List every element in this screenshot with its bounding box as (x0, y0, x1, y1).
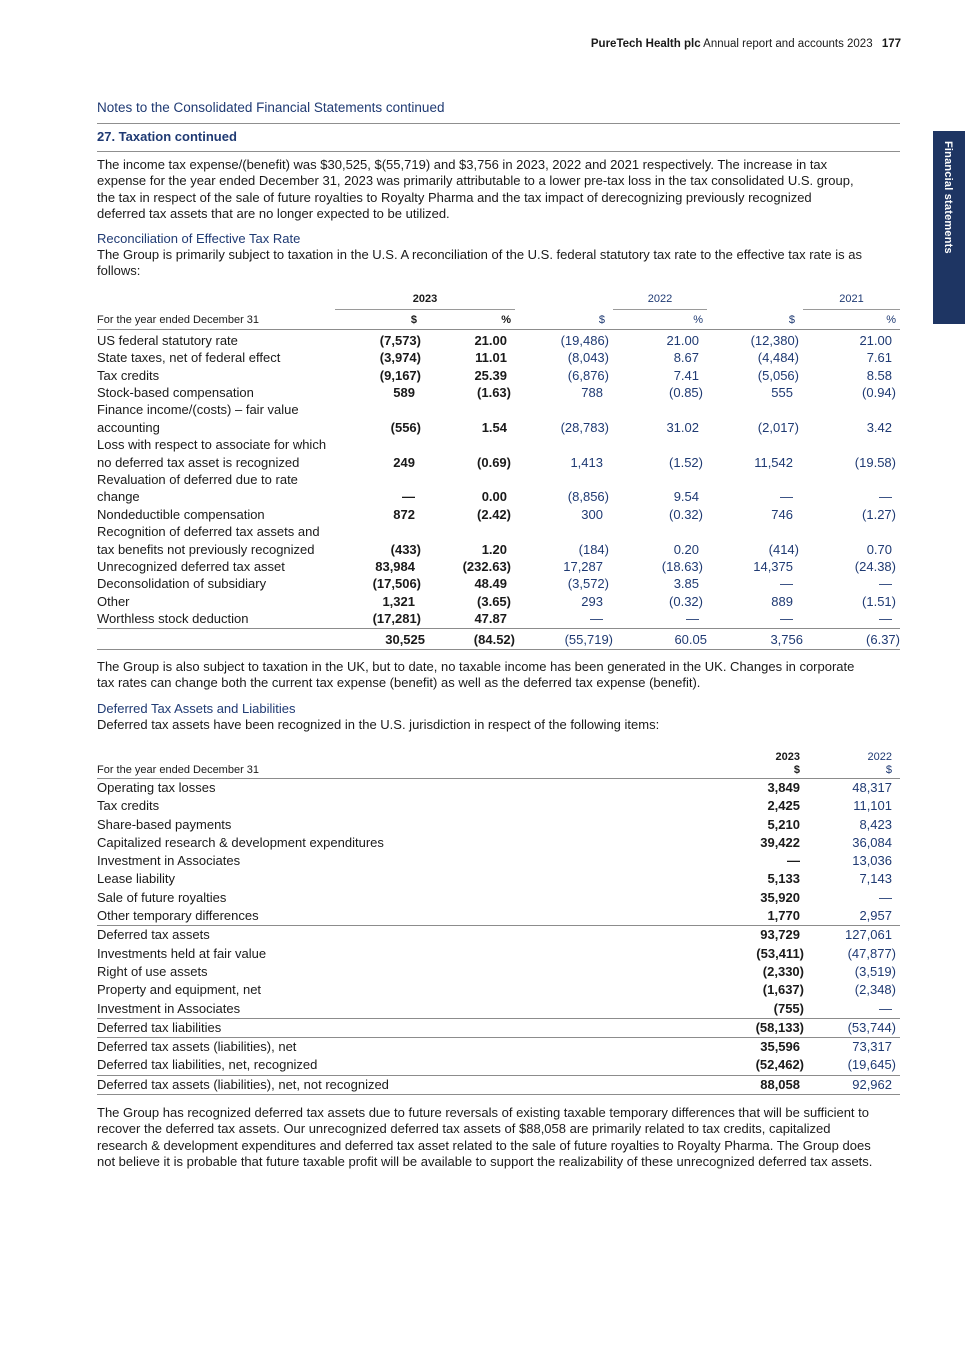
row-label: State taxes, net of federal effect (97, 350, 281, 366)
subtotal-row (97, 926, 900, 945)
table-row (97, 575, 900, 592)
deferred-heading: Deferred Tax Assets and Liabilities (97, 700, 296, 716)
table-row (97, 797, 900, 815)
cell-value: 7.41 (673, 367, 699, 383)
cell-value: — (780, 576, 793, 592)
company-name: PureTech Health plc (590, 38, 701, 50)
page-number: 177 (881, 38, 901, 50)
cell-value: (28,783) (560, 419, 609, 435)
row-label: Lease liability (97, 871, 176, 887)
row-label: US federal statutory rate (97, 332, 238, 348)
cell-value: (3,572) (567, 576, 609, 592)
cell-value: (1.63) (477, 385, 511, 400)
row-label: Deferred tax assets (97, 926, 712, 945)
cell-value: (0.69) (477, 454, 511, 470)
cell-value: 21.00 (474, 332, 507, 348)
row-label: Deconsolidation of subsidiary (97, 576, 267, 592)
row-label: Share-based payments (97, 816, 232, 832)
row-label: Unrecognized deferred tax asset (97, 559, 285, 575)
value-2022: 11,101 (853, 798, 892, 814)
cell-value: (18.63) (661, 559, 703, 575)
year-label: 2023 (775, 750, 800, 763)
deferred-tax-table (97, 751, 900, 1095)
cell-value: (3,974) (379, 350, 421, 366)
row-label: Stock-based compensation (97, 385, 254, 400)
side-tab-label: Financial statements (942, 141, 954, 254)
value-2022: (53,744) (808, 1018, 900, 1037)
table-row (97, 329, 900, 349)
value-2022: 7,143 (859, 871, 892, 887)
table-row (97, 593, 900, 610)
table-row (97, 981, 900, 999)
row-label: Tax credits (97, 367, 160, 383)
net-row (97, 1038, 900, 1057)
cell-value: — (402, 489, 415, 505)
value-2022: — (879, 1000, 892, 1016)
row-label: Deferred tax assets (liabilities), net (97, 1038, 712, 1057)
cell-value: (5,056) (757, 367, 799, 383)
table-row (97, 1000, 900, 1019)
cell-value: 14,375 (753, 559, 793, 575)
cell-value: 21.00 (666, 332, 699, 348)
table-row (97, 384, 900, 401)
row-label: Recognition of deferred tax assets and tax benefits not previously recognized (97, 524, 320, 557)
value-2023: 2,425 (767, 798, 800, 814)
row-label: Other temporary differences (97, 908, 259, 924)
uk-paragraph: The Group is also subject to taxation in the UK, but to date, no taxable income has been generated in the UK. Changes in corporate tax rates can change both the current tax expense (benefit) as well as the deferred tax expense (benefit). (97, 659, 855, 691)
cell-value: 300 (581, 506, 603, 522)
row-label: Deferred tax liabilities (97, 1018, 712, 1037)
cell-value: (0.32) (669, 593, 703, 609)
total-value: (84.52) (425, 628, 515, 649)
row-label: Finance income/(costs) – fair value accounting (97, 402, 299, 435)
cell-value: (4,484) (757, 350, 799, 366)
table-row (97, 401, 900, 436)
report-title: Annual report and accounts 2023 (703, 38, 873, 50)
cell-value: 746 (771, 506, 793, 522)
cell-value: 0.70 (866, 541, 892, 557)
cell-value: (433) (390, 541, 421, 557)
cell-value: 889 (771, 593, 793, 609)
value-2022: 48,317 (852, 779, 892, 795)
cell-value: (232.63) (462, 559, 511, 575)
reconciliation-table (97, 292, 900, 650)
table-row (97, 834, 900, 852)
unit-header: $ (515, 309, 613, 329)
table-row (97, 367, 900, 384)
cell-value: 1.54 (481, 419, 507, 435)
value-2022: (3,519) (854, 963, 896, 979)
total-value: 30,525 (335, 628, 425, 649)
value-2023: 5,210 (767, 816, 800, 832)
section-title: Notes to the Consolidated Financial Statements continued (97, 100, 445, 115)
table-row (97, 816, 900, 834)
cell-value: 249 (393, 454, 415, 470)
table-row (97, 610, 900, 628)
intro-paragraph: The income tax expense/(benefit) was $30,525, $(55,719) and $3,756 in 2023, 2022 and 2021 respectively. The increase in tax expense for the year ended December 31, 2023 was primarily attributable to a lower pre-tax loss in the tax consolidated U.S. group, the tax in respect of the sale of future royalties to Royalty Pharma and the tax impact of derecognizing previously recognized deferred tax assets that are no longer expected to be utilized. (97, 157, 854, 221)
cell-value: 3.42 (866, 419, 892, 435)
row-label: Property and equipment, net (97, 982, 262, 998)
cell-value: 17,287 (563, 559, 603, 575)
value-2022: 13,036 (852, 853, 892, 869)
unit-header: % (425, 309, 515, 329)
page-header (591, 38, 901, 50)
cell-value: 9.54 (673, 489, 699, 505)
cell-value: (1.27) (862, 506, 896, 522)
table-row (97, 963, 900, 981)
value-2022: 73,317 (808, 1038, 900, 1057)
value-2023: 39,422 (760, 834, 800, 850)
cell-value: (2,017) (757, 419, 799, 435)
net-row (97, 1075, 900, 1094)
row-label: Deferred tax liabilities, net, recognized (97, 1057, 318, 1073)
value-2023: 35,920 (760, 889, 800, 905)
value-2023: (53,411) (756, 945, 804, 961)
row-header-label: For the year ended December 31 (97, 309, 335, 329)
row-label: Sale of future royalties (97, 889, 227, 905)
cell-value: 11.01 (475, 350, 507, 366)
row-label: Loss with respect to associate for which no deferred tax asset is recognized (97, 437, 327, 470)
cell-value: 31.02 (666, 419, 699, 435)
row-label: Right of use assets (97, 963, 208, 979)
divider (97, 151, 900, 152)
year-header-2021: 2021 (803, 292, 900, 310)
value-2022: 8,423 (859, 816, 892, 832)
closing-paragraph: The Group has recognized deferred tax assets due to future reversals of existing taxable temporary differences that will be sufficient to recover the deferred tax assets. Our unrecognized deferred tax assets of $88,058 are primarily related to tax credits, capitalized research & development expenditures and deferred tax asset related to the sale of future royalties to Royalty Pharma. The Group does not believe it is probable that future taxable profit will be available to support the realizability of these unrecognized deferred tax assets. (97, 1105, 873, 1169)
cell-value: 0.20 (673, 541, 699, 557)
value-2022: 36,084 (852, 834, 892, 850)
table-row (97, 907, 900, 926)
cell-value: 0.00 (481, 489, 507, 505)
cell-value: (0.94) (862, 385, 896, 400)
value-2022: 92,962 (808, 1075, 900, 1094)
section-side-tab[interactable] (933, 131, 965, 324)
value-2023: (1,637) (762, 982, 804, 998)
table-row (97, 436, 900, 471)
net-row (97, 1056, 900, 1075)
cell-value: (17,506) (372, 576, 421, 592)
cell-value: 1.20 (481, 541, 507, 557)
unit-label: $ (793, 763, 800, 776)
cell-value: (0.32) (669, 506, 703, 522)
table-row (97, 778, 900, 797)
unit-header: $ (335, 309, 425, 329)
unit-header: $ (707, 309, 803, 329)
cell-value: (9,167) (379, 367, 421, 383)
cell-value: 7.61 (866, 350, 892, 366)
cell-value: (24.38) (854, 559, 896, 575)
cell-value: 872 (393, 506, 415, 522)
cell-value: (19,486) (560, 332, 609, 348)
total-row (97, 628, 900, 649)
cell-value: 788 (581, 385, 603, 400)
subtotal-row (97, 1018, 900, 1037)
table-row (97, 870, 900, 888)
cell-value: — (780, 489, 793, 505)
cell-value: — (879, 576, 892, 592)
cell-value: (19.58) (854, 454, 896, 470)
value-2023: 93,729 (712, 926, 808, 945)
cell-value: (8,043) (567, 350, 609, 366)
total-value: 3,756 (707, 628, 803, 649)
total-value: (55,719) (515, 628, 613, 649)
value-2023: (2,330) (762, 963, 804, 979)
cell-value: (6,876) (567, 367, 609, 383)
cell-value: 21.00 (859, 332, 892, 348)
table-row (97, 945, 900, 963)
row-label: Investment in Associates (97, 1000, 241, 1016)
unit-header: % (803, 309, 900, 329)
year-header-2022: 2022 (613, 292, 707, 310)
value-2023: 5,133 (767, 871, 800, 887)
cell-value: (1.52) (669, 454, 703, 470)
row-label: Investment in Associates (97, 853, 241, 869)
recon-text: The Group is primarily subject to taxation in the U.S. A reconciliation of the U.S. federal statutory tax rate to the effective tax rate is as follows: (97, 247, 862, 279)
cell-value: — (686, 611, 699, 627)
unit-header: % (613, 309, 707, 329)
cell-value: (12,380) (750, 332, 799, 348)
row-label: Revaluation of deferred due to rate change (97, 472, 298, 505)
cell-value: (0.85) (669, 385, 703, 400)
cell-value: (8,856) (567, 489, 609, 505)
row-label: Nondeductible compensation (97, 506, 265, 522)
cell-value: (2.42) (477, 506, 511, 522)
row-label: Operating tax losses (97, 779, 216, 795)
total-value: (6.37) (803, 628, 900, 649)
cell-value: (184) (578, 541, 609, 557)
value-2023: 3,849 (767, 779, 800, 795)
table-row (97, 471, 900, 506)
cell-value: (3.65) (477, 593, 511, 609)
value-2023: (755) (773, 1000, 804, 1016)
row-label: Other (97, 593, 130, 609)
cell-value: 25.39 (474, 367, 507, 383)
row-label: Capitalized research & development expenditures (97, 834, 384, 850)
table-row (97, 349, 900, 366)
cell-value: 8.58 (866, 367, 892, 383)
unit-label: $ (885, 763, 892, 776)
cell-value: — (590, 611, 603, 627)
value-2022: (19,645) (847, 1057, 896, 1073)
value-2023: — (787, 853, 800, 869)
year-header-2022 (808, 751, 900, 779)
value-2022: 2,957 (859, 908, 892, 924)
year-header-2023: 2023 (335, 292, 515, 310)
row-header-label: For the year ended December 31 (97, 751, 712, 779)
recon-heading: Reconciliation of Effective Tax Rate (97, 231, 301, 247)
cell-value: 83,984 (375, 559, 415, 575)
cell-value: (414) (768, 541, 799, 557)
value-2022: 127,061 (808, 926, 900, 945)
cell-value: (17,281) (372, 611, 421, 627)
cell-value: — (879, 489, 892, 505)
deferred-text: Deferred tax assets have been recognized in the U.S. jurisdiction in respect of the following items: (97, 716, 660, 732)
value-2023: (58,133) (712, 1018, 808, 1037)
year-label: 2022 (867, 750, 892, 763)
table-row (97, 852, 900, 870)
table-row (97, 558, 900, 575)
cell-value: 1,321 (382, 593, 415, 609)
cell-value: (7,573) (379, 332, 421, 348)
value-2022: (2,348) (854, 982, 896, 998)
row-label: Tax credits (97, 798, 160, 814)
total-value: 60.05 (613, 628, 707, 649)
cell-value: 293 (581, 593, 603, 609)
cell-value: 555 (771, 385, 793, 400)
cell-value: — (879, 611, 892, 627)
value-2023: (52,462) (755, 1057, 804, 1073)
page-content (97, 100, 900, 1170)
cell-value: 48.49 (474, 576, 507, 592)
value-2022: — (879, 889, 892, 905)
value-2023: 1,770 (767, 908, 800, 924)
cell-value: 589 (393, 385, 415, 400)
year-header-2023 (712, 751, 808, 779)
cell-value: 11,542 (754, 454, 793, 470)
cell-value: — (780, 611, 793, 627)
value-2022: (47,877) (847, 945, 896, 961)
note-title: 27. Taxation continued (97, 129, 237, 144)
cell-value: 47.87 (474, 611, 507, 627)
cell-value: 3.85 (673, 576, 699, 592)
row-label: Worthless stock deduction (97, 611, 249, 627)
cell-value: (1.51) (862, 593, 896, 609)
cell-value: (556) (390, 419, 421, 435)
cell-value: 8.67 (673, 350, 699, 366)
value-2023: 88,058 (712, 1075, 808, 1094)
table-row (97, 523, 900, 558)
value-2023: 35,596 (712, 1038, 808, 1057)
row-label: Investments held at fair value (97, 945, 267, 961)
table-row (97, 889, 900, 907)
table-row (97, 506, 900, 523)
row-label: Deferred tax assets (liabilities), net, not recognized (97, 1075, 712, 1094)
cell-value: 1,413 (570, 454, 603, 470)
